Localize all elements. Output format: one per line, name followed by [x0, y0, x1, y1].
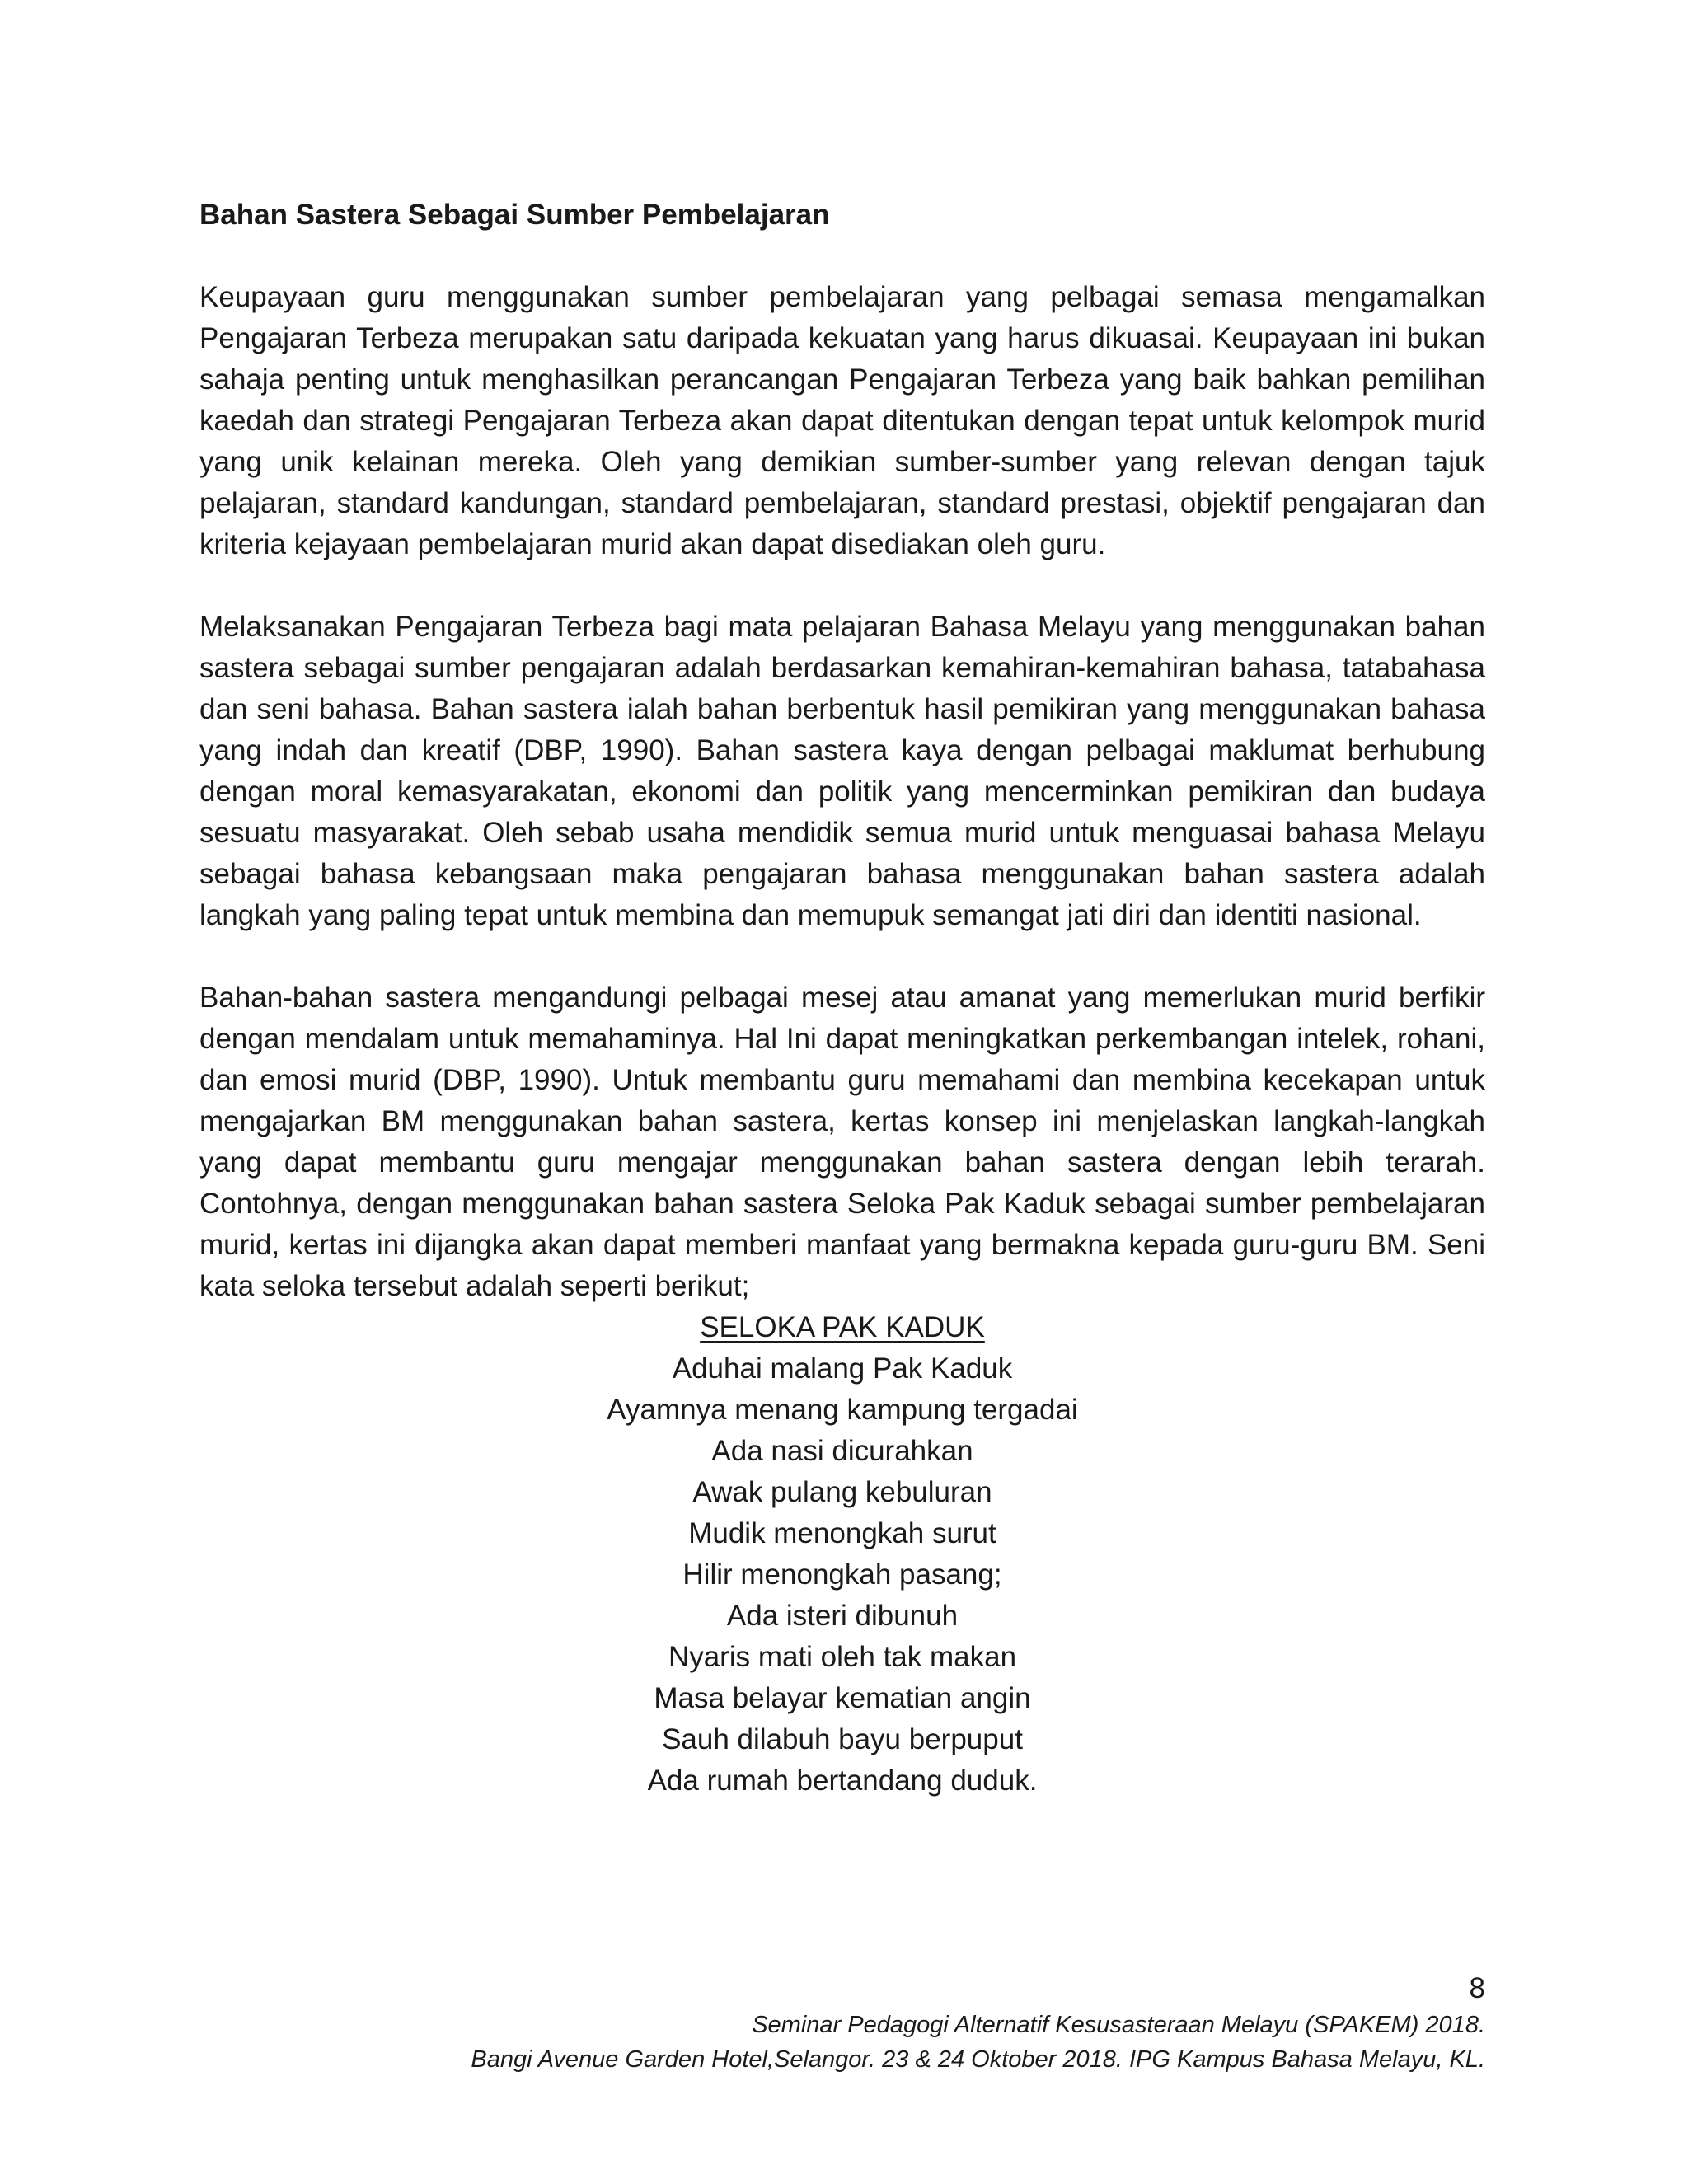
poem-line: Awak pulang kebuluran — [692, 1476, 992, 1508]
footer-line-2: Bangi Avenue Garden Hotel,Selangor. 23 & 24 Oktober 2018. IPG Kampus Bahasa Melayu, KL. — [471, 2046, 1485, 2073]
poem-line: Nyaris mati oleh tak makan — [668, 1641, 1017, 1673]
footer-line-1: Seminar Pedagogi Alternatif Kesusasteraan Melayu (SPAKEM) 2018. — [752, 2012, 1485, 2038]
poem-line: Ada isteri dibunuh — [726, 1600, 959, 1632]
paragraph-1: Keupayaan guru menggunakan sumber pembelajaran yang pelbagai semasa mengamalkan Pengajaran Terbeza merupakan satu daripada kekuatan yang harus dikuasai. Keupayaan ini bukan sahaja penting untuk menghasilkan perancangan Pengajaran Terbeza yang baik bahkan pemilihan kaedah dan strategi Pengajaran Terbeza akan dapat ditentukan dengan tepat untuk kelompok murid yang unik kelainan mereka. Oleh yang demikian sumber-sumber yang relevan dengan tajuk pelajaran, standard kandungan, standard pembelajaran, standard prestasi, objektif pengajaran dan kriteria kejayaan pembelajaran murid akan dapat disediakan oleh guru. — [199, 281, 1485, 560]
page-content — [199, 194, 1485, 1802]
page-number: 8 — [1469, 1972, 1485, 2004]
page-footer — [471, 2008, 1485, 2077]
poem-line: Ayamnya menang kampung tergadai — [607, 1394, 1078, 1426]
poem-line: Hilir menongkah pasang; — [682, 1558, 1002, 1591]
poem-line: Masa belayar kematian angin — [654, 1682, 1031, 1714]
poem-title: SELOKA PAK KADUK — [700, 1311, 985, 1343]
poem-line: Ada nasi dicurahkan — [711, 1435, 973, 1467]
section-heading: Bahan Sastera Sebagai Sumber Pembelajaran — [199, 199, 830, 231]
paragraph-2: Melaksanakan Pengajaran Terbeza bagi mata pelajaran Bahasa Melayu yang menggunakan bahan sastera sebagai sumber pengajaran adalah berdasarkan kemahiran-kemahiran bahasa, tatabahasa dan seni bahasa. Bahan sastera ialah bahan berbentuk hasil pemikiran yang menggunakan bahasa yang indah dan kreatif (DBP, 1990). Bahan sastera kaya dengan pelbagai maklumat berhubung dengan moral kemasyarakatan, ekonomi dan politik yang mencerminkan pemikiran dan budaya sesuatu masyarakat. Oleh sebab usaha mendidik semua murid untuk menguasai bahasa Melayu sebagai bahasa kebangsaan maka pengajaran bahasa menggunakan bahan sastera adalah langkah yang paling tepat untuk membina dan memupuk semangat jati diri dan identiti nasional. — [199, 611, 1485, 931]
poem — [199, 1307, 1485, 1802]
poem-line: Sauh dilabuh bayu berpuput — [662, 1723, 1023, 1755]
poem-line: Aduhai malang Pak Kaduk — [672, 1352, 1013, 1385]
poem-line: Mudik menongkah surut — [688, 1517, 996, 1549]
paragraph-3: Bahan-bahan sastera mengandungi pelbagai mesej atau amanat yang memerlukan murid berfikir dengan mendalam untuk memahaminya. Hal Ini dapat meningkatkan perkembangan intelek, rohani, dan emosi murid (DBP, 1990). Untuk membantu guru memahami dan membina kecekapan untuk mengajarkan BM menggunakan bahan sastera, kertas konsep ini menjelaskan langkah-langkah yang dapat membantu guru mengajar menggunakan bahan sastera dengan lebih terarah. Contohnya, dengan menggunakan bahan sastera Seloka Pak Kaduk sebagai sumber pembelajaran murid, kertas ini dijangka akan dapat memberi manfaat yang bermakna kepada guru-guru BM. Seni kata seloka tersebut adalah seperti berikut; — [199, 982, 1485, 1302]
poem-line: Ada rumah bertandang duduk. — [647, 1765, 1038, 1797]
